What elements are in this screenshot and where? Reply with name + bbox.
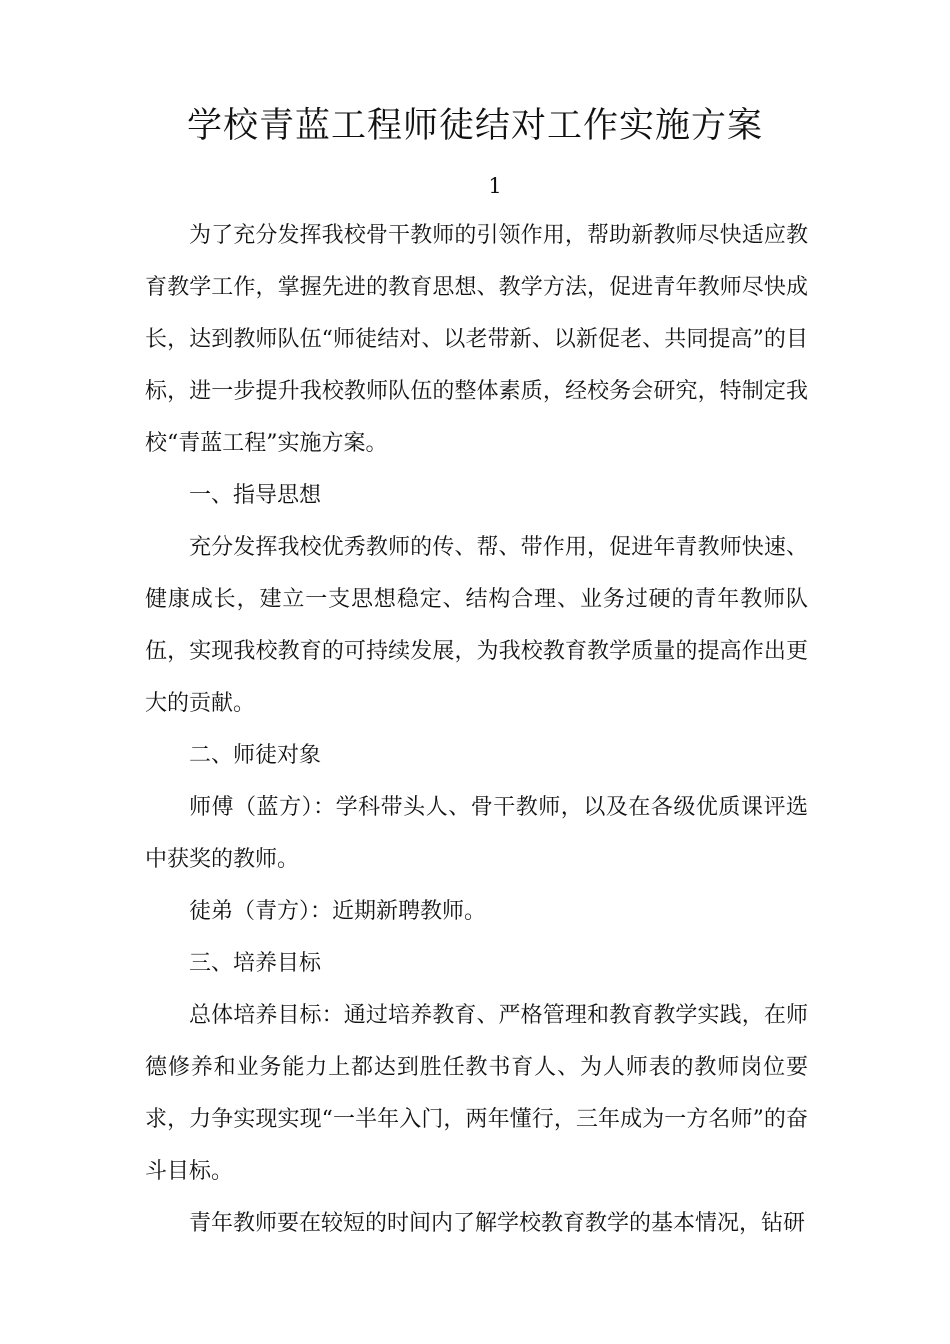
guiding-ideology-paragraph: 充分发挥我校优秀教师的传、帮、带作用，促进年青教师快速、健康成长，建立一支思想稳定、结构合理、业务过硬的青年教师队伍，实现我校教育的可持续发展，为我校教育教学质量的提高作出更大的贡献。 [145, 535, 808, 716]
document-body [145, 210, 808, 1250]
young-teacher-paragraph: 青年教师要在较短的时间内了解学校教育教学的基本情况，钻研 [189, 1211, 806, 1236]
page-number: 1 [488, 174, 502, 198]
apprentice-paragraph: 徒弟（青方）：近期新聘教师。 [189, 899, 487, 924]
mentor-paragraph: 师傅（蓝方）：学科带头人、骨干教师，以及在各级优质课评选中获奖的教师。 [145, 795, 808, 872]
overall-goal-paragraph: 总体培养目标：通过培养教育、严格管理和教育教学实践，在师德修养和业务能力上都达到胜任教书育人、为人师表的教师岗位要求，力争实现实现“一半年入门，两年懂行，三年成为一方名师”的奋斗目标。 [145, 1003, 808, 1184]
section-heading-mentor-targets: 二、师徒对象 [189, 743, 322, 768]
section-heading-guiding-ideology: 一、指导思想 [189, 483, 322, 508]
intro-paragraph: 为了充分发挥我校骨干教师的引领作用，帮助新教师尽快适应教育教学工作，掌握先进的教育思想、教学方法，促进青年教师尽快成长，达到教师队伍“师徒结对、以老带新、以新促老、共同提高”的目标，进一步提升我校教师队伍的整体素质，经校务会研究，特制定我校“青蓝工程”实施方案。 [145, 223, 808, 456]
section-heading-training-goals: 三、培养目标 [189, 951, 322, 976]
document-title: 学校青蓝工程师徒结对工作实施方案 [186, 106, 763, 146]
